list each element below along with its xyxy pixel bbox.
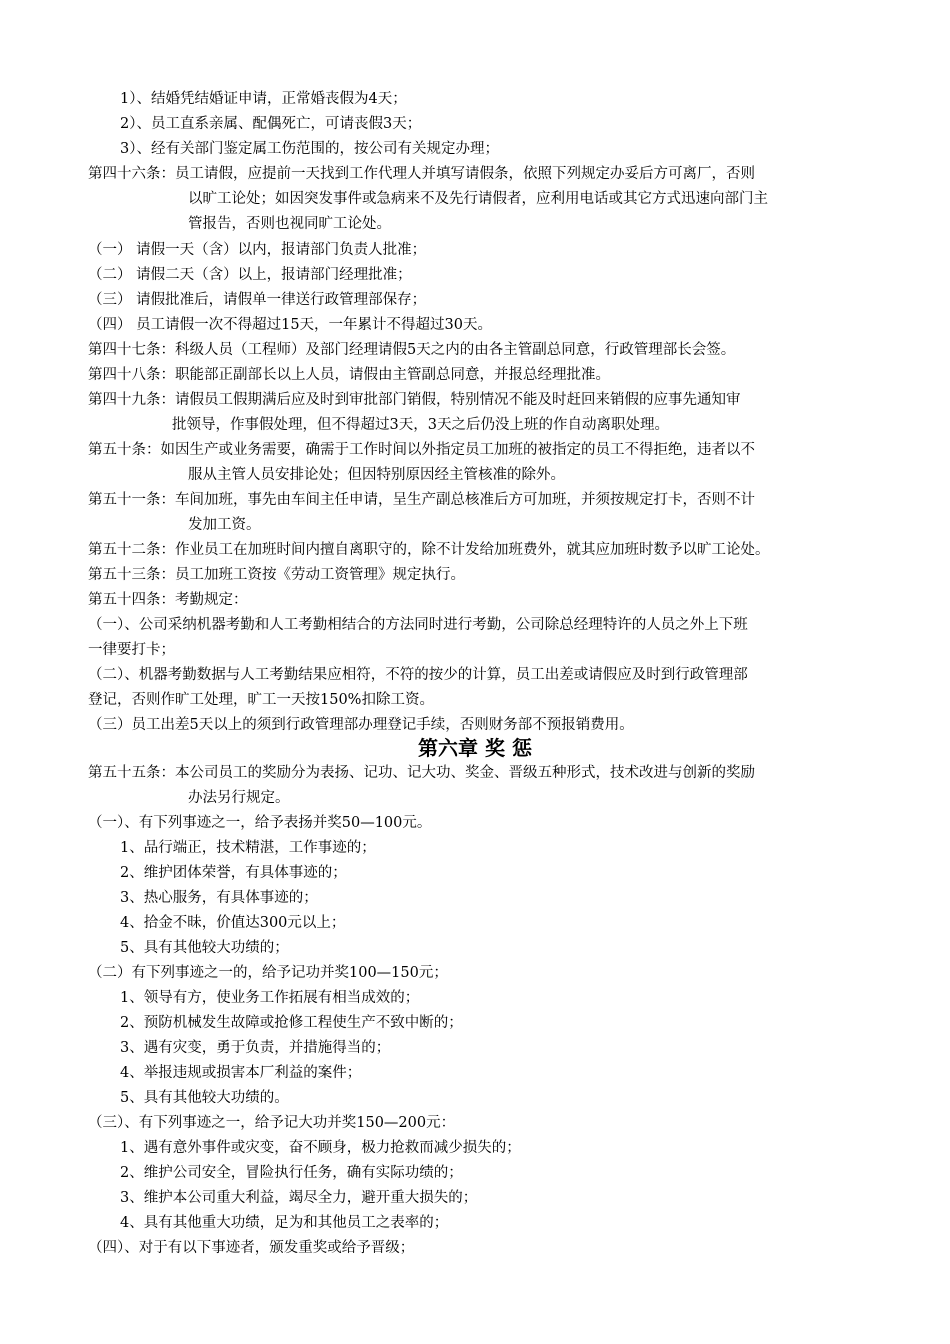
text-line: 2）、员工直系亲属、配偶死亡，可请丧假3天；: [120, 116, 422, 132]
text-line: 第四十七条：科级人员（工程师）及部门经理请假5天之内的由各主管副总同意，行政管理部长会签。: [88, 342, 736, 358]
text-line: 一律要打卡；: [88, 642, 175, 658]
text-line: （一）、有下列事迹之一，给予表扬并奖50—100元。: [88, 815, 432, 831]
text-line: 发加工资。: [188, 517, 261, 533]
text-line: 1、遇有意外事件或灾变，奋不顾身，极力抢救而减少损失的；: [120, 1140, 521, 1156]
text-line: 5、具有其他较大功绩的。: [120, 1090, 289, 1106]
text-line: （四）、对于有以下事迹者，颁发重奖或给予晋级；: [88, 1240, 415, 1256]
text-line: 1）、结婚凭结婚证申请，正常婚丧假为4天；: [120, 91, 407, 107]
text-line: 管报告，否则也视同旷工论处。: [188, 216, 391, 232]
text-line: 2、预防机械发生故障或抢修工程使生产不致中断的；: [120, 1015, 463, 1031]
text-line: 第四十八条：职能部正副部长以上人员，请假由主管副总同意，并报总经理批准。: [88, 367, 610, 383]
text-line: 2、维护团体荣誉，有具体事迹的；: [120, 865, 347, 881]
text-line: （二）、机器考勤数据与人工考勤结果应相符，不符的按少的计算，员工出差或请假应及时到行政管理部: [88, 667, 748, 683]
text-line: （三）员工出差5天以上的须到行政管理部办理登记手续，否则财务部不预报销费用。: [88, 717, 634, 733]
text-line: （四） 员工请假一次不得超过15天，一年累计不得超过30天。: [88, 317, 493, 333]
text-line: 1、领导有方，使业务工作拓展有相当成效的；: [120, 990, 420, 1006]
text-line: 第四十六条：员工请假，应提前一天找到工作代理人并填写请假条，依照下列规定办妥后方可离厂，否则: [88, 166, 755, 182]
text-line: （一）、公司采纳机器考勤和人工考勤相结合的方法同时进行考勤，公司除总经理特许的人员之外上下班: [88, 617, 748, 633]
text-line: （二）有下列事迹之一的，给予记功并奖100—150元；: [88, 965, 448, 981]
text-line: （二） 请假二天（含）以上，报请部门经理批准；: [88, 267, 412, 283]
text-line: 第五十五条：本公司员工的奖励分为表扬、记功、记大功、奖金、晋级五种形式，技术改进与创新的奖励: [88, 765, 755, 781]
text-line: 3、热心服务，有具体事迹的；: [120, 890, 318, 906]
text-line: 4、举报违规或损害本厂利益的案件；: [120, 1065, 362, 1081]
text-line: 第五十四条：考勤规定：: [88, 592, 248, 608]
text-line: 第四十九条：请假员工假期满后应及时到审批部门销假，特别情况不能及时赶回来销假的应事先通知审: [88, 392, 741, 408]
text-line: 第五十条：如因生产或业务需要，确需于工作时间以外指定员工加班的被指定的员工不得拒绝，违者以不: [88, 442, 755, 458]
text-line: 1、品行端正，技术精湛，工作事迹的；: [120, 840, 376, 856]
text-line: （三）、有下列事迹之一，给予记大功并奖150—200元：: [88, 1115, 456, 1131]
text-line: 4、具有其他重大功绩，足为和其他员工之表率的；: [120, 1215, 449, 1231]
text-line: 第五十三条：员工加班工资按《劳动工资管理》规定执行。: [88, 567, 465, 583]
text-line: 第五十一条：车间加班，事先由车间主任申请，呈生产副总核准后方可加班，并须按规定打卡，否则不计: [88, 492, 755, 508]
text-line: 批领导，作事假处理，但不得超过3天，3天之后仍没上班的作自动离职处理。: [172, 417, 669, 433]
text-line: （三） 请假批准后，请假单一律送行政管理部保存；: [88, 292, 427, 308]
text-line: 登记，否则作旷工处理，旷工一天按150%扣除工资。: [88, 692, 434, 708]
text-line: 5、具有其他较大功绩的；: [120, 940, 289, 956]
text-line: 办法另行规定。: [188, 790, 290, 806]
text-line: 服从主管人员安排论处；但因特别原因经主管核准的除外。: [188, 467, 565, 483]
text-line: 第五十二条：作业员工在加班时间内擅自离职守的，除不计发给加班费外，就其应加班时数予以旷工论处。: [88, 542, 770, 558]
chapter-title: 第六章 奖 惩: [418, 736, 532, 760]
text-line: 3、维护本公司重大利益，竭尽全力，避开重大损失的；: [120, 1190, 478, 1206]
text-line: （一） 请假一天（含）以内，报请部门负责人批准；: [88, 242, 427, 258]
text-line: 3）、经有关部门鉴定属工伤范围的，按公司有关规定办理；: [120, 141, 499, 157]
text-line: 2、维护公司安全，冒险执行任务，确有实际功绩的；: [120, 1165, 463, 1181]
text-line: 以旷工论处；如因突发事件或急病来不及先行请假者，应利用电话或其它方式迅速向部门主: [188, 191, 768, 207]
text-line: 4、拾金不昧，价值达300元以上；: [120, 915, 346, 931]
text-line: 3、遇有灾变，勇于负责，并措施得当的；: [120, 1040, 391, 1056]
